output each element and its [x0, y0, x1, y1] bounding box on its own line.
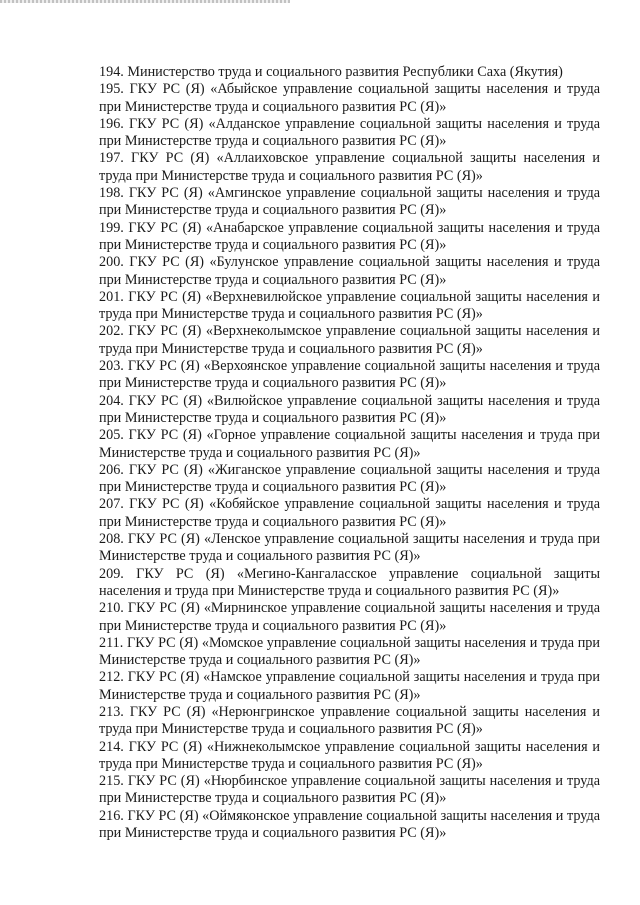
list-item: 212. ГКУ РС (Я) «Намское управление социальной защиты населения и труда при Министерстве труда и социального развития РС (Я)»	[99, 669, 600, 703]
list-item: 213. ГКУ РС (Я) «Нерюнгринское управление социальной защиты населения и труда при Министерстве труда и социального развития РС (Я)»	[99, 703, 600, 738]
list-item: 209. ГКУ РС (Я) «Мегино-Кангаласское управление социальной защиты населения и труда при Министерстве труда и социального развития РС (Я)»	[99, 565, 600, 599]
list-item: 211. ГКУ РС (Я) «Момское управление социальной защиты населения и труда при Министерстве труда и социального развития РС (Я)»	[99, 634, 600, 669]
list-item: 214. ГКУ РС (Я) «Нижнеколымское управление социальной защиты населения и труда при Министерстве труда и социального развития РС (Я)»	[99, 738, 600, 772]
list-item: 194. Министерство труда и социального развития Республики Саха (Якутия)	[99, 64, 563, 80]
list-item: 204. ГКУ РС (Я) «Вилюйское управление социальной защиты населения и труда при Министерстве труда и социального развития РС (Я)»	[99, 392, 600, 426]
list-item: 196. ГКУ РС (Я) «Алданское управление социальной защиты населения и труда при Министерстве труда и социального развития РС (Я)»	[99, 115, 600, 150]
list-item: 201. ГКУ РС (Я) «Верхневилюйское управление социальной защиты населения и труда при Министерстве труда и социального развития РС (Я)»	[99, 288, 600, 323]
list-item: 195. ГКУ РС (Я) «Абыйское управление социальной защиты населения и труда при Министерстве труда и социального развития РС (Я)»	[99, 81, 600, 115]
list-item: 210. ГКУ РС (Я) «Мирнинское управление социальной защиты населения и труда при Министерстве труда и социального развития РС (Я)»	[99, 600, 600, 634]
list-item: 207. ГКУ РС (Я) «Кобяйское управление социальной защиты населения и труда при Министерстве труда и социального развития РС (Я)»	[99, 496, 600, 530]
list-item: 205. ГКУ РС (Я) «Горное управление социальной защиты населения и труда при Министерстве труда и социального развития РС (Я)»	[99, 427, 600, 461]
list-item: 203. ГКУ РС (Я) «Верхоянское управление социальной защиты населения и труда при Министерстве труда и социального развития РС (Я)»	[99, 358, 600, 392]
list-item: 208. ГКУ РС (Я) «Ленское управление социальной защиты населения и труда при Министерстве труда и социального развития РС (Я)»	[99, 531, 600, 565]
scan-edge-artifact	[0, 0, 290, 3]
list-item: 198. ГКУ РС (Я) «Амгинское управление социальной защиты населения и труда при Министерстве труда и социального развития РС (Я)»	[99, 185, 600, 219]
list-item: 206. ГКУ РС (Я) «Жиганское управление социальной защиты населения и труда при Министерстве труда и социального развития РС (Я)»	[99, 461, 600, 496]
document-page	[99, 64, 600, 842]
list-item: 200. ГКУ РС (Я) «Булунское управление социальной защиты населения и труда при Министерстве труда и социального развития РС (Я)»	[99, 254, 600, 288]
list-item: 202. ГКУ РС (Я) «Верхнеколымское управление социальной защиты населения и труда при Министерстве труда и социального развития РС (Я)»	[99, 323, 600, 357]
list-item: 199. ГКУ РС (Я) «Анабарское управление социальной защиты населения и труда при Министерстве труда и социального развития РС (Я)»	[99, 219, 600, 253]
list-item: 197. ГКУ РС (Я) «Аллаиховское управление социальной защиты населения и труда при Министерстве труда и социального развития РС (Я)»	[99, 150, 600, 184]
list-item: 216. ГКУ РС (Я) «Оймяконское управление социальной защиты населения и труда при Министерстве труда и социального развития РС (Я)»	[99, 807, 600, 842]
list-item: 215. ГКУ РС (Я) «Нюрбинское управление социальной защиты населения и труда при Министерстве труда и социального развития РС (Я)»	[99, 773, 600, 807]
